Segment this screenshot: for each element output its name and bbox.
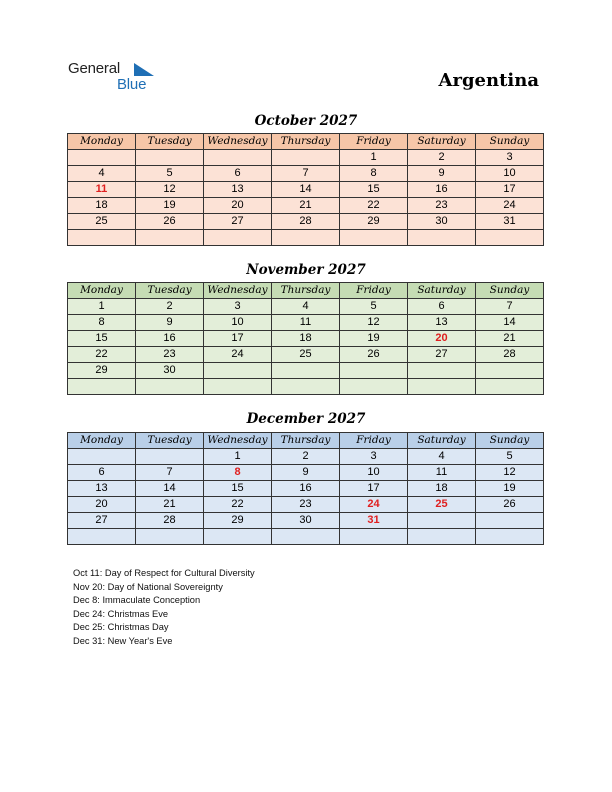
day-cell: 7	[272, 166, 340, 182]
day-cell: 13	[204, 182, 272, 198]
day-cell: 24	[204, 347, 272, 363]
day-cell: 1	[340, 150, 408, 166]
week-row	[68, 214, 544, 230]
week-row	[68, 465, 544, 481]
day-cell: 29	[204, 513, 272, 529]
day-cell: 19	[136, 198, 204, 214]
holiday-note: Dec 31: New Year's Eve	[73, 635, 173, 646]
day-cell: 15	[204, 481, 272, 497]
week-row	[68, 198, 544, 214]
holiday-day-cell: 24	[340, 497, 408, 513]
day-cell: 17	[204, 331, 272, 347]
week-row	[68, 347, 544, 363]
day-cell: 21	[136, 497, 204, 513]
day-cell: 25	[272, 347, 340, 363]
day-cell	[272, 150, 340, 166]
week-row	[68, 315, 544, 331]
day-cell: 13	[408, 315, 476, 331]
day-cell: 11	[272, 315, 340, 331]
day-cell: 28	[136, 513, 204, 529]
day-cell: 12	[476, 465, 544, 481]
week-row	[68, 230, 544, 246]
day-cell: 8	[68, 315, 136, 331]
day-cell	[272, 379, 340, 395]
weekday-header: Saturday	[408, 433, 476, 449]
weekday-header: Wednesday	[204, 283, 272, 299]
day-cell: 8	[340, 166, 408, 182]
day-cell: 9	[408, 166, 476, 182]
holiday-note: Oct 11: Day of Respect for Cultural Diversity	[73, 568, 255, 578]
weekday-header: Monday	[68, 283, 136, 299]
weekday-header: Sunday	[476, 433, 544, 449]
day-cell: 6	[68, 465, 136, 481]
holiday-day-cell: 8	[204, 465, 272, 481]
day-cell: 23	[408, 198, 476, 214]
day-cell: 10	[340, 465, 408, 481]
day-cell	[136, 379, 204, 395]
weekday-header: Friday	[340, 433, 408, 449]
day-cell	[68, 529, 136, 545]
day-cell: 1	[204, 449, 272, 465]
day-cell: 2	[272, 449, 340, 465]
logo-text-general: General	[68, 60, 120, 77]
day-cell: 4	[408, 449, 476, 465]
holiday-note: Dec 25: Christmas Day	[73, 622, 169, 633]
day-cell: 17	[340, 481, 408, 497]
day-cell: 7	[136, 465, 204, 481]
weekday-header: Wednesday	[204, 134, 272, 150]
day-cell: 31	[476, 214, 544, 230]
day-cell: 1	[68, 299, 136, 315]
day-cell	[476, 529, 544, 545]
day-cell: 30	[136, 363, 204, 379]
day-cell	[476, 513, 544, 529]
day-cell: 30	[272, 513, 340, 529]
day-cell	[272, 230, 340, 246]
day-cell: 3	[340, 449, 408, 465]
day-cell: 11	[408, 465, 476, 481]
day-cell: 28	[476, 347, 544, 363]
day-cell: 22	[204, 497, 272, 513]
weekday-header: Thursday	[272, 433, 340, 449]
day-cell	[408, 363, 476, 379]
day-cell	[476, 363, 544, 379]
week-row	[68, 166, 544, 182]
day-cell: 18	[272, 331, 340, 347]
month-title-december: December 2027	[246, 411, 366, 427]
day-cell: 3	[476, 150, 544, 166]
week-row	[68, 449, 544, 465]
day-cell	[204, 230, 272, 246]
weekday-header: Tuesday	[136, 433, 204, 449]
weekday-header: Thursday	[272, 134, 340, 150]
day-cell: 10	[204, 315, 272, 331]
weekday-header: Friday	[340, 134, 408, 150]
holiday-note: Dec 8: Immaculate Conception	[73, 595, 201, 606]
holiday-note: Nov 20: Day of National Sovereignty	[73, 581, 223, 592]
calendar-december	[67, 432, 544, 545]
holiday-day-cell: 25	[408, 497, 476, 513]
weekday-header: Monday	[68, 134, 136, 150]
day-cell	[204, 529, 272, 545]
day-cell: 14	[476, 315, 544, 331]
day-cell: 18	[68, 198, 136, 214]
day-cell: 26	[340, 347, 408, 363]
holiday-notes	[73, 567, 255, 649]
logo	[68, 60, 158, 96]
week-row	[68, 182, 544, 198]
day-cell: 20	[204, 198, 272, 214]
weekday-header: Sunday	[476, 134, 544, 150]
holiday-day-cell: 31	[340, 513, 408, 529]
day-cell	[476, 379, 544, 395]
day-cell	[408, 379, 476, 395]
day-cell: 5	[476, 449, 544, 465]
week-row	[68, 497, 544, 513]
weekday-header: Monday	[68, 433, 136, 449]
week-row	[68, 513, 544, 529]
day-cell: 9	[272, 465, 340, 481]
week-row	[68, 529, 544, 545]
week-row	[68, 150, 544, 166]
weekday-header: Friday	[340, 283, 408, 299]
day-cell: 26	[476, 497, 544, 513]
day-cell: 14	[272, 182, 340, 198]
holiday-day-cell: 20	[408, 331, 476, 347]
day-cell: 24	[476, 198, 544, 214]
day-cell: 10	[476, 166, 544, 182]
day-cell: 12	[340, 315, 408, 331]
week-row	[68, 379, 544, 395]
day-cell: 4	[272, 299, 340, 315]
day-cell: 3	[204, 299, 272, 315]
calendar-november	[67, 282, 544, 395]
day-cell: 16	[136, 331, 204, 347]
weekday-header: Tuesday	[136, 134, 204, 150]
month-title-november: November 2027	[246, 262, 366, 278]
day-cell: 16	[408, 182, 476, 198]
day-cell: 30	[408, 214, 476, 230]
day-cell	[408, 230, 476, 246]
week-row	[68, 331, 544, 347]
logo-triangle-icon	[134, 63, 154, 77]
day-cell: 20	[68, 497, 136, 513]
holiday-day-cell: 11	[68, 182, 136, 198]
day-cell	[204, 379, 272, 395]
day-cell	[340, 363, 408, 379]
weekday-header: Tuesday	[136, 283, 204, 299]
week-row	[68, 481, 544, 497]
day-cell: 4	[68, 166, 136, 182]
day-cell: 17	[476, 182, 544, 198]
day-cell	[136, 529, 204, 545]
day-cell: 2	[136, 299, 204, 315]
day-cell: 27	[68, 513, 136, 529]
day-cell: 12	[136, 182, 204, 198]
weekday-header: Thursday	[272, 283, 340, 299]
day-cell	[408, 513, 476, 529]
day-cell: 19	[340, 331, 408, 347]
day-cell	[136, 449, 204, 465]
day-cell: 25	[68, 214, 136, 230]
day-cell	[476, 230, 544, 246]
weekday-header-row	[68, 283, 544, 299]
day-cell: 21	[272, 198, 340, 214]
day-cell: 28	[272, 214, 340, 230]
day-cell: 18	[408, 481, 476, 497]
day-cell: 22	[340, 198, 408, 214]
day-cell: 5	[136, 166, 204, 182]
day-cell: 29	[68, 363, 136, 379]
day-cell	[136, 230, 204, 246]
day-cell: 23	[272, 497, 340, 513]
day-cell: 5	[340, 299, 408, 315]
holiday-note: Dec 24: Christmas Eve	[73, 608, 169, 619]
day-cell	[340, 230, 408, 246]
day-cell: 26	[136, 214, 204, 230]
day-cell: 29	[340, 214, 408, 230]
weekday-header: Saturday	[408, 134, 476, 150]
logo-text-blue: Blue	[117, 76, 147, 93]
day-cell	[272, 529, 340, 545]
weekday-header-row	[68, 134, 544, 150]
day-cell: 13	[68, 481, 136, 497]
day-cell: 23	[136, 347, 204, 363]
day-cell	[340, 379, 408, 395]
month-title-october: October 2027	[254, 113, 358, 129]
day-cell: 19	[476, 481, 544, 497]
day-cell	[68, 230, 136, 246]
day-cell	[68, 379, 136, 395]
calendar-october	[67, 133, 544, 246]
day-cell	[204, 150, 272, 166]
day-cell	[340, 529, 408, 545]
day-cell: 6	[408, 299, 476, 315]
day-cell: 14	[136, 481, 204, 497]
day-cell: 2	[408, 150, 476, 166]
day-cell	[408, 529, 476, 545]
weekday-header: Saturday	[408, 283, 476, 299]
day-cell: 21	[476, 331, 544, 347]
day-cell: 27	[408, 347, 476, 363]
day-cell	[68, 449, 136, 465]
country-title: Argentina	[438, 70, 539, 91]
day-cell	[204, 363, 272, 379]
day-cell: 7	[476, 299, 544, 315]
week-row	[68, 299, 544, 315]
day-cell: 9	[136, 315, 204, 331]
day-cell	[272, 363, 340, 379]
day-cell	[136, 150, 204, 166]
weekday-header: Wednesday	[204, 433, 272, 449]
day-cell: 6	[204, 166, 272, 182]
weekday-header-row	[68, 433, 544, 449]
weekday-header: Sunday	[476, 283, 544, 299]
day-cell: 15	[68, 331, 136, 347]
day-cell: 27	[204, 214, 272, 230]
day-cell	[68, 150, 136, 166]
day-cell: 16	[272, 481, 340, 497]
day-cell: 22	[68, 347, 136, 363]
day-cell: 15	[340, 182, 408, 198]
week-row	[68, 363, 544, 379]
